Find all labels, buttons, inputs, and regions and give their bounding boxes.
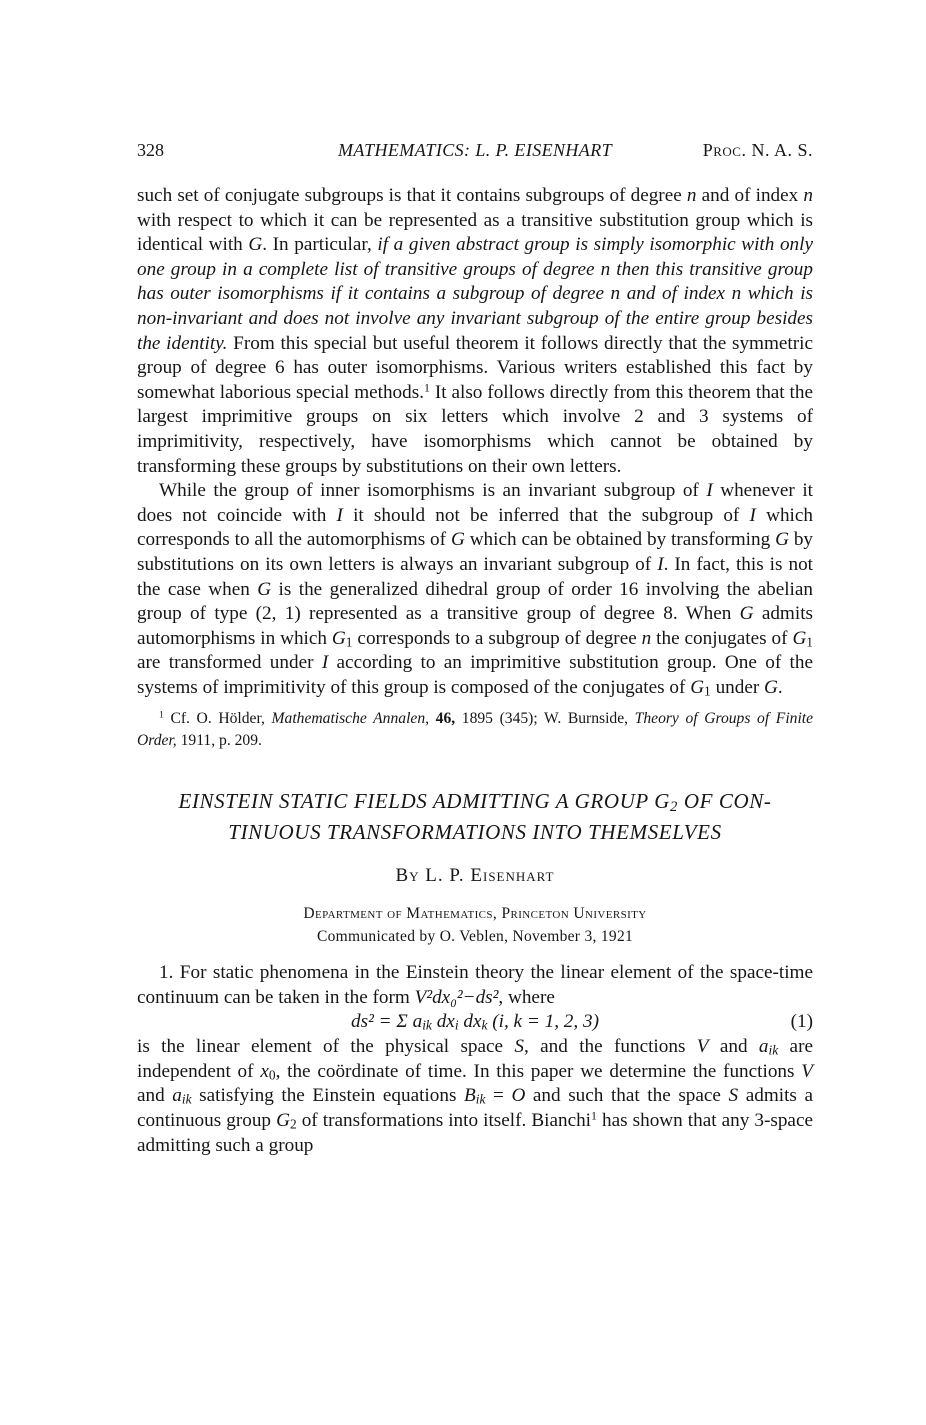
article-title: EINSTEIN STATIC FIELDS ADMITTING A GROUP $G_2$ OF CON- TINUOUS TRANSFORMATIONS INTO THEMSELVES bbox=[178, 789, 772, 845]
section-1-body: is the linear element of the physical space S, and the functions V and $a_{ik}$ are independent of $x_0$, the coördinate of time. In this paper we determine the functions V and $a_{ik}$ satisfying the Einstein equations $B_{ik} = O$ and such that the space S admits a continuous group $G_2$ of transformations into itself. Bianchi$^1$ has shown that any 3-space admitting such a group bbox=[137, 1036, 813, 1156]
equation-1: ds² = Σ $a_{ik}$ $dx_i$ $dx_k$ (i, k = 1, 2, 3) (1) bbox=[351, 1011, 813, 1033]
footnote-ref: 1 bbox=[424, 380, 430, 395]
paragraph-prev-1: such set of conjugate subgroups is that it contains subgroups of degree n and of index n with respect to which it can be represented as a transitive substitution group which is identical with G. In particular, if a given abstract group is simply isomorphic with only one group in a complete list of transitive groups of degree n then this transitive group has outer isomorphisms if it contains a subgroup of degree n and of index n which is non-invariant and does not involve any invariant subgroup of the entire group besides the identity. From this special but useful theorem it follows directly that the symmetric group of degree 6 has outer isomorphisms. Various writers established this fact by somewhat laborious special methods.$^1$ It also follows directly from this theorem that the largest imprimitive groups on six letters which involve 2 and 3 systems of imprimitivity, respectively, have isomorphisms which cannot be obtained by transforming these groups by substitutions on their own letters. bbox=[137, 185, 813, 477]
section-1-intro: 1. For static phenomena in the Einstein theory the linear element of the space-time continuum can be taken in the form V²dx₀²−ds², where bbox=[137, 962, 813, 1008]
running-head-title: MATHEMATICS: L. P. EISENHART bbox=[337, 140, 613, 160]
affiliation: Department of Mathematics, Princeton University bbox=[303, 905, 647, 923]
theorem-statement: if a given abstract group is simply isomorphic with only one group in a complete list of transitive groups of degree n then this transitive group has outer isomorphisms if it contains a subgroup of degree n and of index n which is non-invariant and does not involve any invariant subgroup of the entire group besides the identity. bbox=[137, 234, 813, 354]
linear-element-formula: V²dx₀²−ds² bbox=[414, 986, 499, 1008]
page-number: 328 bbox=[137, 140, 164, 160]
running-head bbox=[137, 138, 813, 164]
communicated-by: Communicated by O. Veblen, November 3, 1921 bbox=[316, 928, 634, 946]
page bbox=[137, 138, 813, 1158]
equation-number: (1) bbox=[790, 1011, 813, 1033]
author-byline: By L. P. Eisenhart bbox=[395, 865, 555, 887]
journal-name: Proc. N. A. S. bbox=[702, 140, 813, 160]
footnote: $^1$ Cf. O. Hölder, Mathematische Annalen, 46, 1895 (345); W. Burnside, Theory of Groups of Finite Order, 1911, p. 209. bbox=[137, 710, 814, 750]
paragraph-prev-2: While the group of inner isomorphisms is an invariant subgroup of I whenever it does not coincide with I it should not be inferred that the subgroup of I which corresponds to all the automorphisms of G which can be obtained by transforming G by substitutions on its own letters is always an invariant subgroup of I. In fact, this is not the case when G is the generalized dihedral group of order 16 involving the abelian group of type (2, 1) represented as a transitive group of degree 8. When G admits automorphisms in which $G_1$ corresponds to a subgroup of degree n the conjugates of $G_1$ are transformed under I according to an imprimitive substitution group. One of the systems of imprimitivity of this group is composed of the conjugates of $G_1$ under G. bbox=[137, 480, 814, 699]
